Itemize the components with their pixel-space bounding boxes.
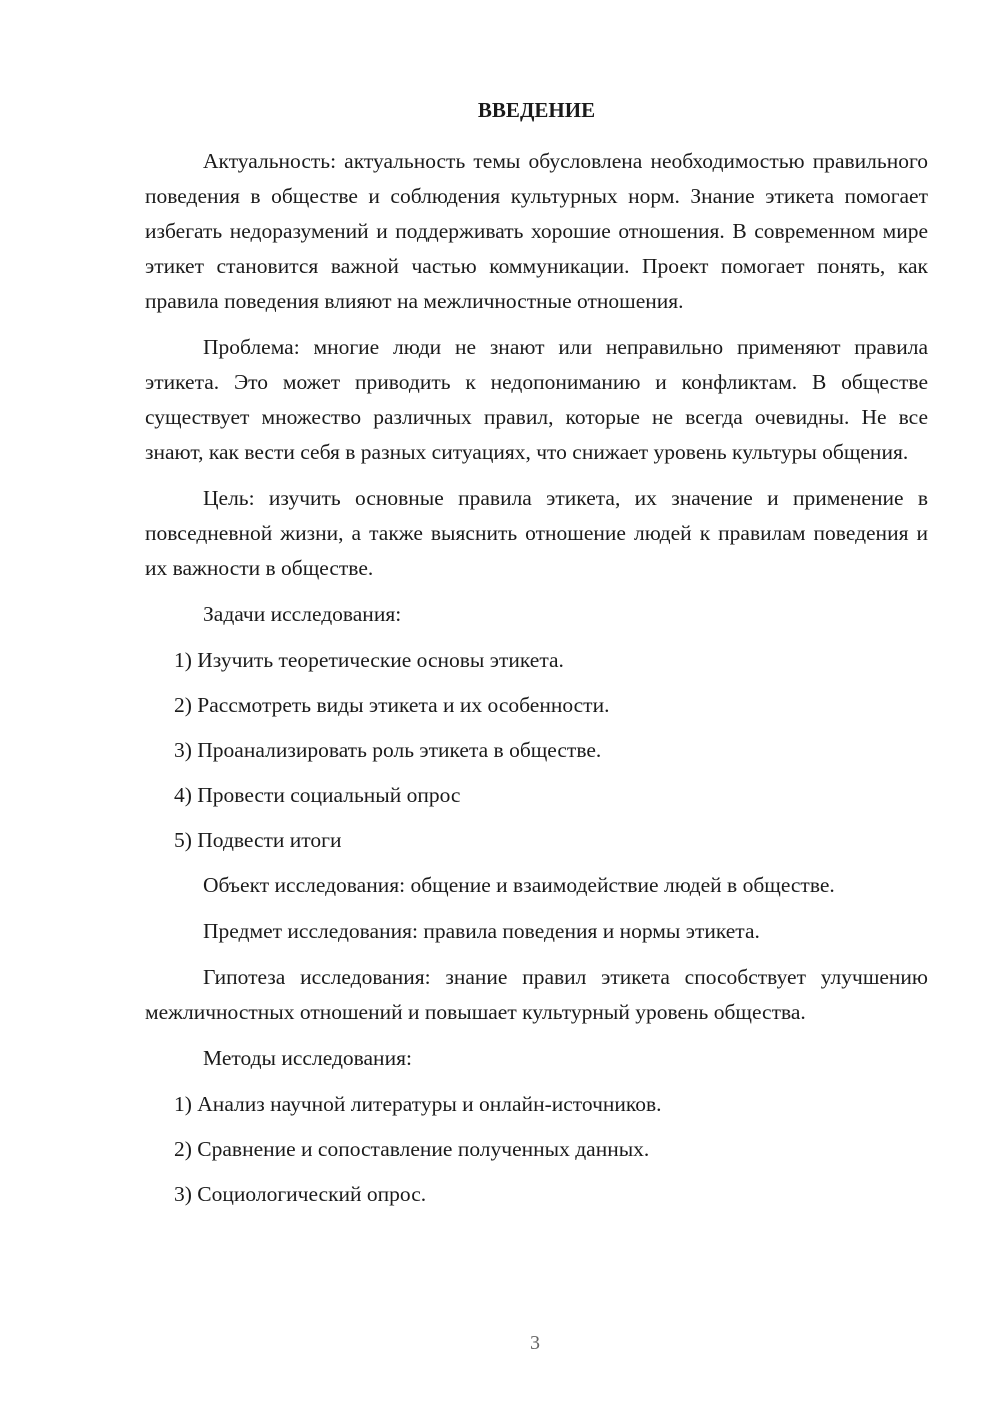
- page-title: ВВЕДЕНИЕ: [477, 98, 596, 122]
- tasks-heading: Задачи исследования:: [203, 602, 402, 626]
- document-page: [145, 94, 928, 1222]
- methods-list: [145, 1087, 928, 1212]
- subject-paragraph: Предмет исследования: правила поведения и нормы этикета.: [203, 919, 760, 943]
- hypothesis-paragraph: Гипотеза исследования: знание правил этикета способствует улучшению межличностных отношений и повышает культурный уровень общества.: [145, 965, 928, 1024]
- task-item: 3) Проанализировать роль этикета в обществе.: [174, 738, 602, 762]
- relevance-paragraph: Актуальность: актуальность темы обусловлена необходимостью правильного поведения в обществе и соблюдения культурных норм. Знание этикета помогает избегать недоразумений и поддерживать хорошие отношения. В современном мире этикет становится важной частью коммуникации. Проект помогает понять, как правила поведения влияют на межличностные отношения.: [145, 149, 928, 313]
- method-item: 3) Социологический опрос.: [174, 1182, 427, 1206]
- page-number: 3: [530, 1332, 540, 1354]
- method-item: 1) Анализ научной литературы и онлайн-источников.: [174, 1092, 662, 1116]
- task-item: 5) Подвести итоги: [174, 828, 342, 852]
- task-item: 4) Провести социальный опрос: [174, 783, 461, 807]
- tasks-list: [145, 643, 928, 858]
- methods-heading: Методы исследования:: [203, 1046, 412, 1070]
- goal-paragraph: Цель: изучить основные правила этикета, их значение и применение в повседневной жизни, а также выяснить отношение людей к правилам поведения и их важности в обществе.: [145, 486, 928, 580]
- task-item: 2) Рассмотреть виды этикета и их особенности.: [174, 693, 610, 717]
- task-item: 1) Изучить теоретические основы этикета.: [174, 648, 564, 672]
- method-item: 2) Сравнение и сопоставление полученных данных.: [174, 1137, 650, 1161]
- object-paragraph: Объект исследования: общение и взаимодействие людей в обществе.: [203, 873, 835, 897]
- problem-paragraph: Проблема: многие люди не знают или неправильно применяют правила этикета. Это может приводить к недопониманию и конфликтам. В обществе существует множество различных правил, которые не всегда очевидны. Не все знают, как вести себя в разных ситуациях, что снижает уровень культуры общения.: [145, 335, 928, 464]
